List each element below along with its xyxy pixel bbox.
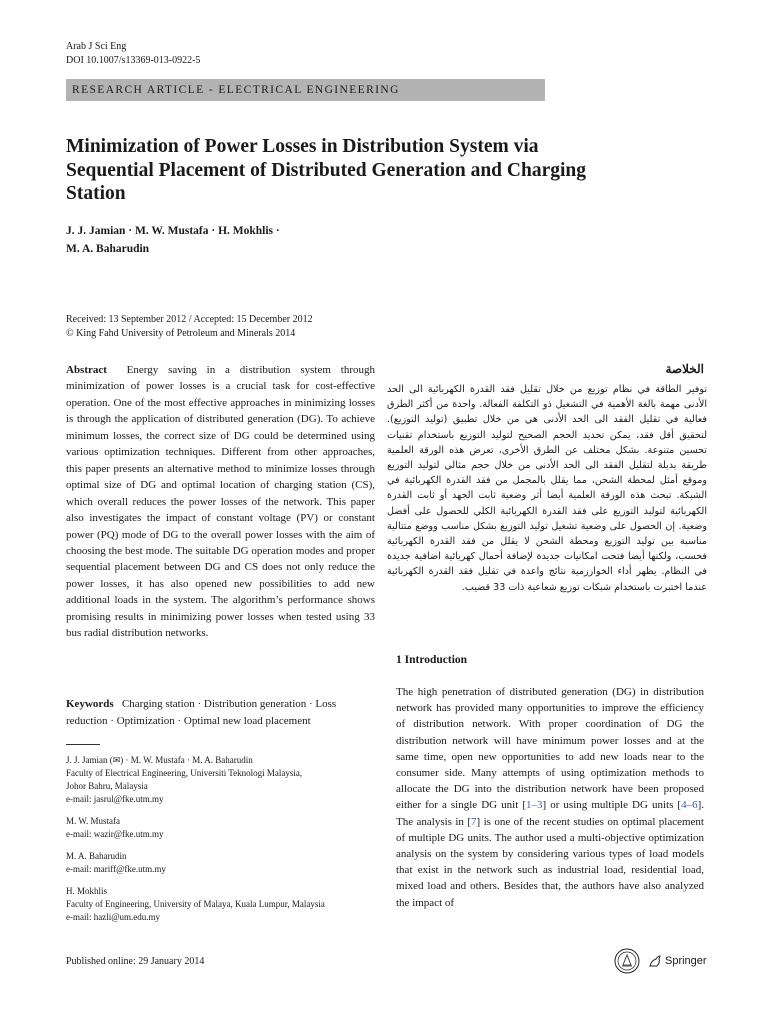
affiliation-line: J. J. Jamian (✉) · M. W. Mustafa · M. A. Baharudin: [66, 755, 253, 765]
affiliation-line: M. A. Baharudin: [66, 851, 127, 861]
keywords-text: Charging station · Distribution generation · Loss reduction · Optimization · Optimal new load placement: [66, 698, 337, 727]
intro-text-part: The high penetration of distributed generation (DG) in distribution network has provided many opportunities to improve the efficiency of distribution network. With proper coordination of DG the distribution network will have minimum power losses and at the same time, open new opportunities to add new loads near to the consumer side. Many attempts of using optimization methods to allocate the DG into the distribution network have been proposed either for a single DG unit [: [396, 686, 704, 812]
affiliation-line: M. W. Mustafa: [66, 816, 120, 826]
affiliation-block: [66, 850, 375, 876]
springer-horse-icon: [648, 954, 662, 968]
authors-line-1: J. J. Jamian · M. W. Mustafa · H. Mokhlis ·: [66, 225, 280, 237]
affiliation-line: Faculty of Engineering, University of Malaya, Kuala Lumpur, Malaysia: [66, 899, 325, 909]
arabic-abstract: توفير الطاقة في نظام توزيع من خلال تقليل فقد القدرة الكهربائية الى الحد الأدنى مهمة بالغة الأهمية في التشغيل ذو التكلفة الفعالة. واحدة من أكثر الطرق فعالية في تقليل الفقد الى الحد الأدنى هي من خلال تطبيق (توليد التوزيع). لتحقيق أقل فقد، يمكن تحديد الحجم الصحيح لتوليد التوزيع باستخدام تقنيات تحسين متنوعة. بشكل مختلف عن الطرق الأخرى، تعرض هذه الورقة العلمية طريقة بديلة لتقليل الفقد الى الحد الأدنى من خلال حجم مثالي لتوليد التوزيع وموقع أمثل لمحطة الشحن، مما يقلل بالمجمل من فقد القدرة الكهربائية في الشبكة. تبحث هذه الورقة العلمية أيضا أثر وضعية ثابت الجهد أو ثابت القدرة الكهربائية لتوليد التوزيع على فقد القدرة الكهربائية الكلي للحصول على أفضل وضعية. إن الحصول على وضعية تشغيل توليد التوزيع بشكل مناسب ووضع متتالية مناسبة بين توليد التوزيع ومحطة الشحن لا يقلل من فقد القدرة الكهربائية فحسب، ولكنها أيضا فتحت امكانيات جديدة لإضافة أحمال كهربائية اضافية جديدة في النظام. يظهر أداء الخوارزمية نتائج واعدة في تقليل فقد القدرة الكهربائية عندما اختبرت باستخدام شبكات توزيع شعاعية ذات 33 قضيب.: [387, 384, 707, 593]
authors-line-2: M. A. Baharudin: [66, 243, 150, 255]
citation-link[interactable]: 7: [471, 815, 477, 828]
abstract-label: Abstract: [66, 364, 107, 376]
affiliation-block: [66, 815, 375, 841]
kfupm-seal-icon: [614, 948, 640, 974]
affiliations: [66, 754, 375, 933]
abstract: [66, 362, 375, 642]
journal-info: [66, 40, 200, 68]
journal-name: Arab J Sci Eng: [66, 41, 127, 52]
springer-wordmark: Springer: [665, 955, 707, 967]
affiliation-block: [66, 885, 375, 924]
springer-logo: [648, 954, 707, 968]
arabic-abstract-title: الخلاصة: [665, 362, 704, 376]
email-link[interactable]: e-mail: mariff@fke.utm.my: [66, 864, 166, 874]
intro-text-part: ]. The analysis in [: [396, 799, 704, 828]
author-list: [66, 222, 486, 258]
introduction-text: [396, 684, 704, 911]
article-type-banner: RESEARCH ARTICLE - ELECTRICAL ENGINEERING: [66, 79, 545, 101]
email-link[interactable]: e-mail: wazir@fke.utm.my: [66, 829, 164, 839]
footnote-divider: [66, 744, 100, 745]
published-date: Published online: 29 January 2014: [66, 956, 205, 967]
keywords: [66, 696, 375, 730]
citation-link[interactable]: 4–6: [681, 799, 698, 812]
intro-text-part: ] or using multiple DG units [: [542, 799, 682, 812]
abstract-text: Energy saving in a distribution system through minimization of power losses is a crucial task for cost-effective operation. One of the most effective approaches in minimizing losses is through the application of distributed generation (DG). To achieve minimum losses, the correct size of DG could be determined using various optimization techniques. Different from other approaches, this paper presents an alternative method to minimize losses through optimal size of DG and optimal location of charging station (CS), which overall reduces the power losses of the network. This paper also investigates the impact of constant voltage (PV) or constant power (PQ) mode of DG to the overall power losses with the aim of choosing the best mode. The suitable DG operation modes and proper sequential placement between DG and CS does not only reduce the power losses, it has also opened new possibilities to add new additional loads in the system. The algorithm’s performance shows promising results in minimizing power losses when tested using 33 bus radial distribution networks.: [66, 364, 376, 640]
publisher-logos: [614, 947, 707, 975]
article-dates: [66, 313, 486, 341]
affiliation-line: H. Mokhlis: [66, 886, 108, 896]
section-heading-introduction: 1 Introduction: [396, 654, 468, 666]
keywords-label: Keywords: [66, 698, 114, 710]
journal-doi[interactable]: DOI 10.1007/s13369-013-0922-5: [66, 55, 201, 66]
received-accepted: Received: 13 September 2012 / Accepted: 15 December 2012: [66, 314, 313, 325]
affiliation-line: Faculty of Electrical Engineering, Universiti Teknologi Malaysia,: [66, 768, 303, 778]
affiliation-block: [66, 754, 375, 806]
paper-title: Minimization of Power Losses in Distribution System via Sequential Placement of Distributed Generation and Charging Station: [66, 136, 586, 204]
intro-text-part: ] is one of the recent studies on optimal placement of multiple DG units. The author used a multi-objective optimization analysis on the system by considering various types of load models that exist in the network such as industrial load, residential load, mixed load and others. Besides that, the authors have also analyzed the impact of: [396, 815, 704, 909]
copyright-notice: © King Fahd University of Petroleum and Minerals 2014: [66, 328, 296, 339]
email-link[interactable]: e-mail: hazli@um.edu.my: [66, 912, 161, 922]
email-link[interactable]: e-mail: jasrul@fke.utm.my: [66, 794, 164, 804]
citation-link[interactable]: 1–3: [526, 799, 543, 812]
affiliation-line: Johor Bahru, Malaysia: [66, 781, 148, 791]
